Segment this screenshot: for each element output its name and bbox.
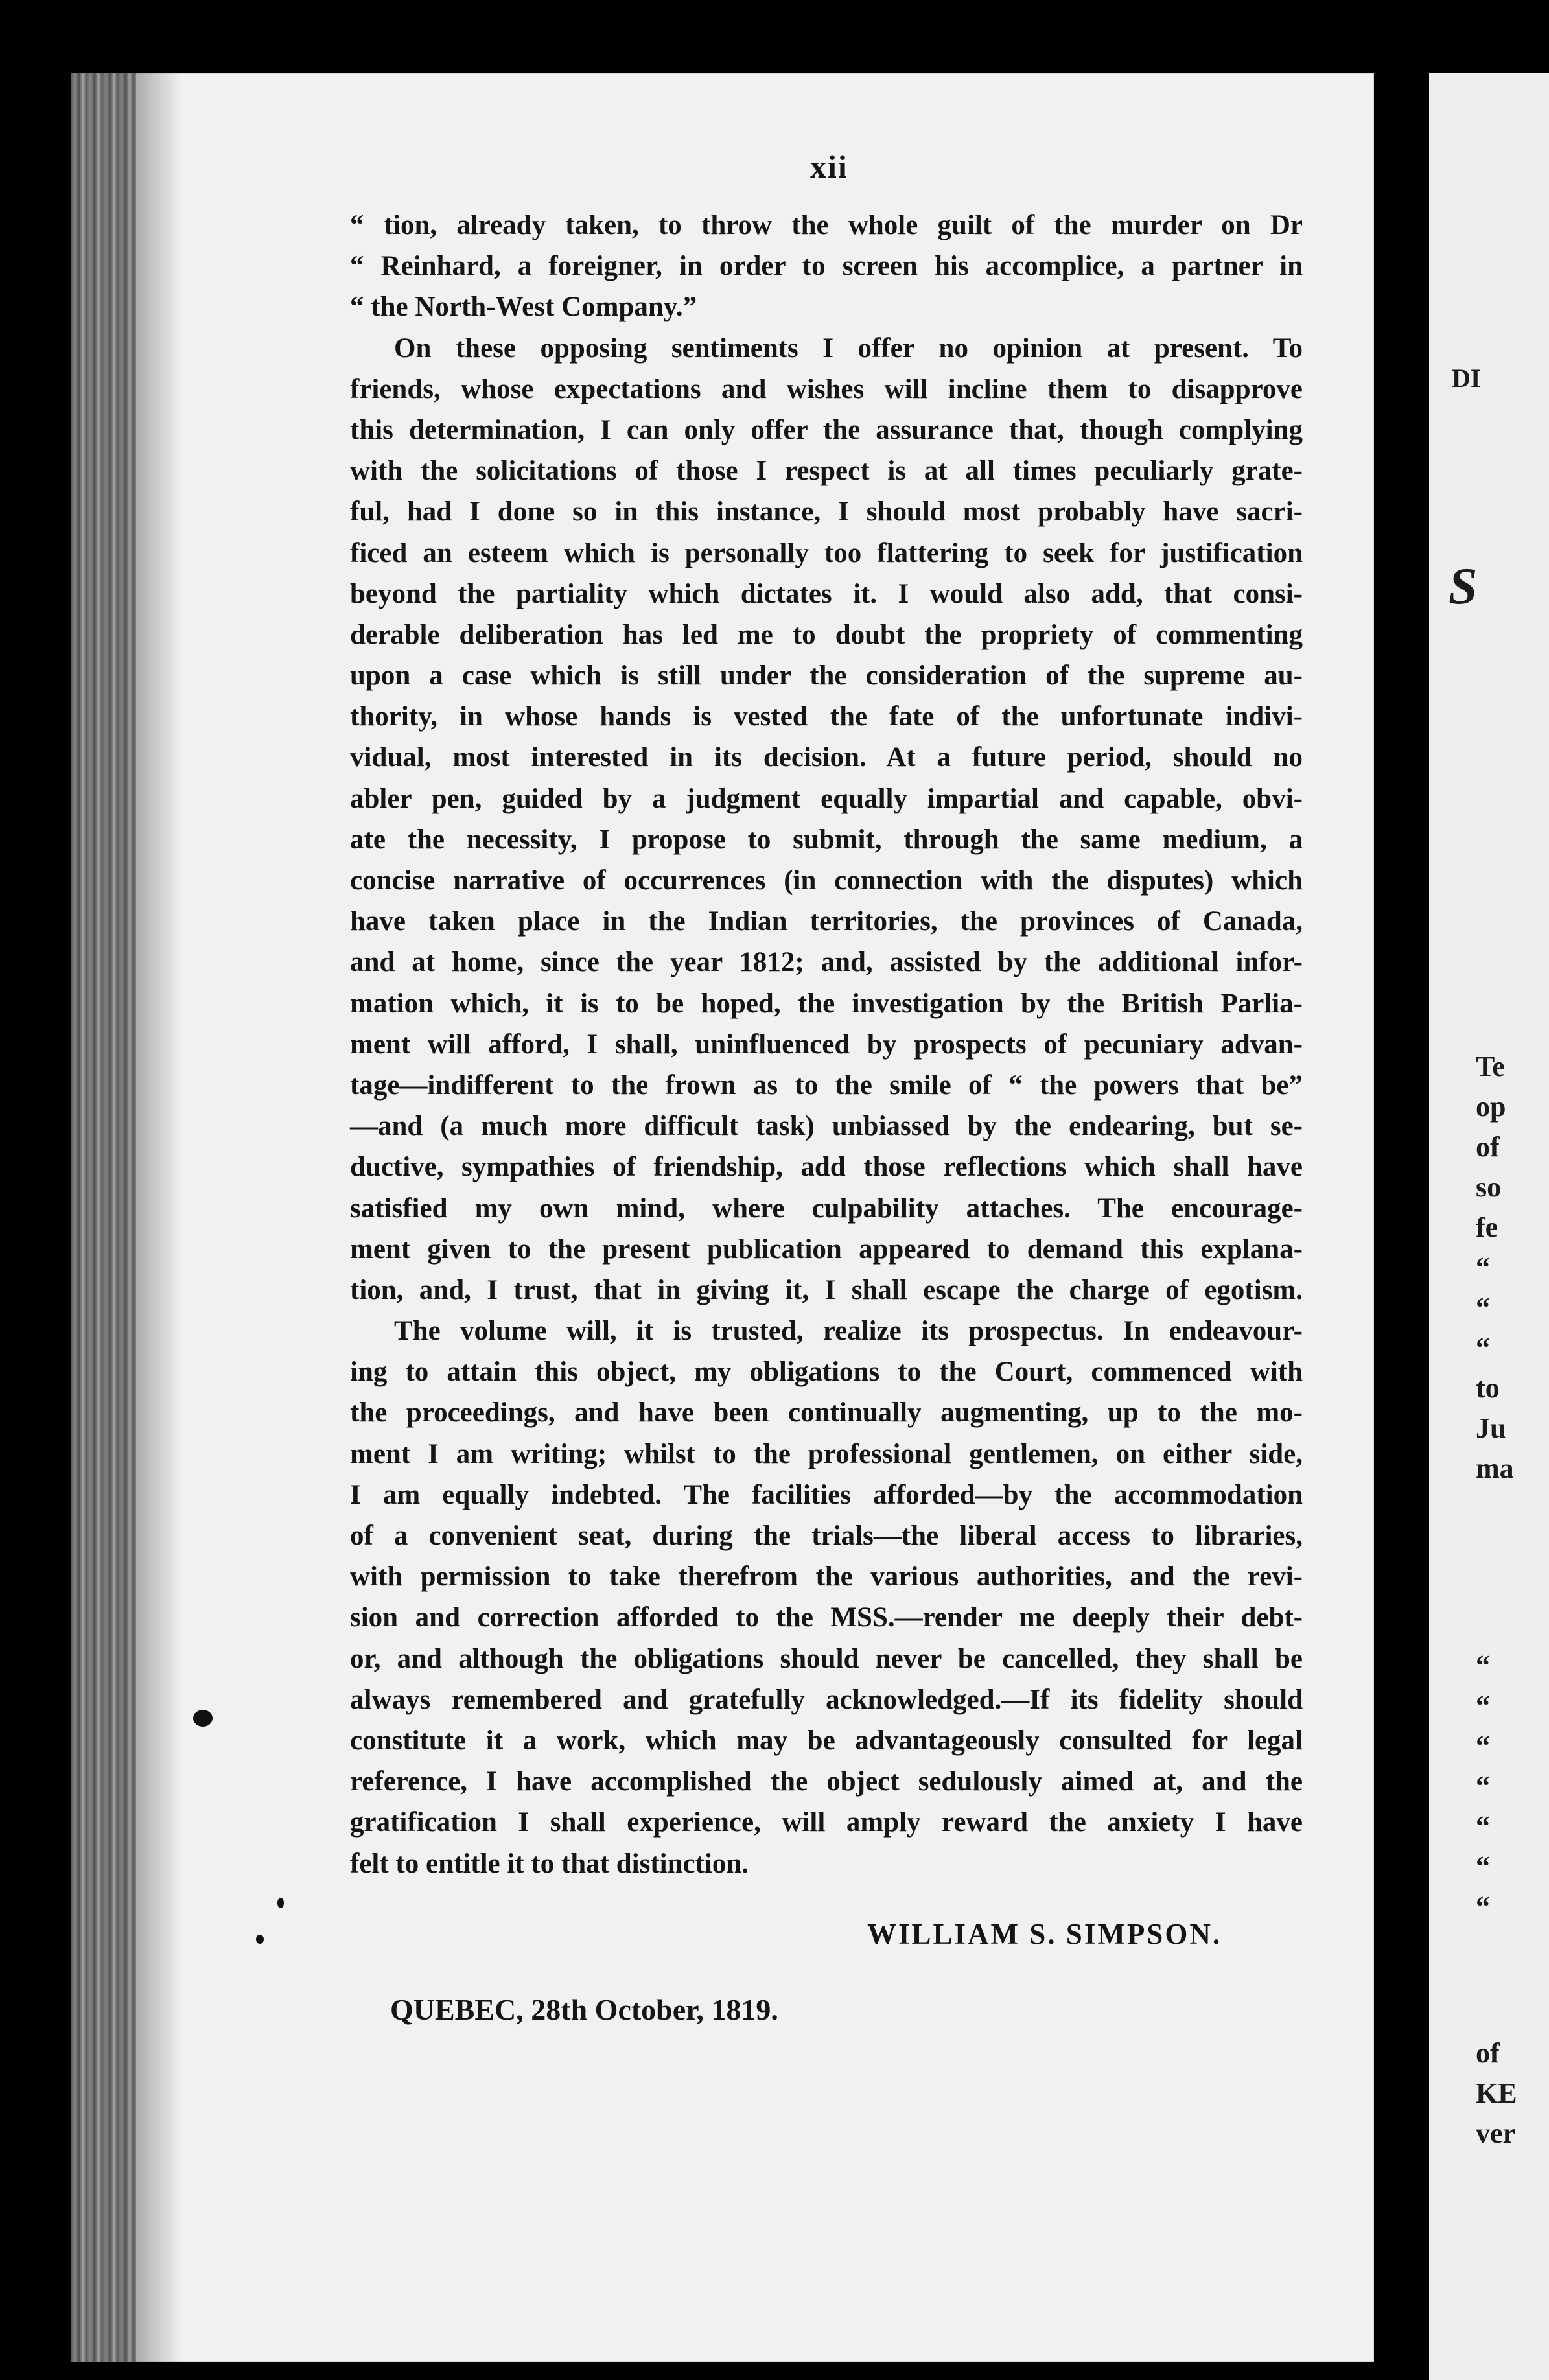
text-line: “ Reinhard, a foreigner, in order to screen his accomplice, a partner in [350, 251, 1303, 282]
text-line: On these opposing sentiments I offer no opinion at present. To [394, 332, 1303, 364]
facing-page-text: “ [1476, 1292, 1490, 1324]
text-line: “ tion, already taken, to throw the whole guilt of the murder on Dr [350, 210, 1303, 240]
text-line: friends, whose expectations and wishes will incline them to disapprove [350, 373, 1303, 404]
facing-page-text: “ [1476, 1650, 1490, 1681]
text-line: The volume will, it is trusted, realize its prospectus. In endeavour- [394, 1316, 1303, 1347]
text-line: the proceedings, and have been continually augmenting, up to the mo- [350, 1397, 1303, 1429]
text-line: ductive, sympathies of friendship, add those reflections which shall have [350, 1152, 1303, 1183]
facing-page-text: Ju [1476, 1412, 1506, 1444]
text-line: ful, had I done so in this instance, I should most probably have sacri- [350, 496, 1303, 528]
book-spine [71, 73, 136, 2362]
facing-page-text: “ [1476, 1810, 1490, 1842]
ink-speck [277, 1898, 284, 1908]
text-line: derable deliberation has led me to doubt the propriety of commenting [350, 619, 1303, 650]
ink-blot [193, 1710, 213, 1727]
ink-speck [256, 1935, 264, 1944]
text-line: or, and although the obligations should never be cancelled, they shall be [350, 1643, 1303, 1674]
text-line: with the solicitations of those I respect is at all times peculiarly grate- [350, 456, 1303, 487]
text-line: of a convenient seat, during the trials—the liberal access to libraries, [350, 1521, 1303, 1551]
text-line: —and (a much more difficult task) unbiassed by the endearing, but se- [350, 1111, 1303, 1142]
facing-page-text: “ [1476, 1770, 1490, 1802]
facing-page-text: fe [1476, 1211, 1498, 1243]
text-line: this determination, I can only offer the assurance that, though complying [350, 414, 1303, 445]
text-line: with permission to take therefrom the various authorities, and the revi- [350, 1561, 1303, 1592]
text-line: ment will afford, I shall, uninfluenced by prospects of pecuniary advan- [350, 1029, 1303, 1060]
dateline: QUEBEC, 28th October, 1819. [390, 1993, 778, 2026]
gutter-shadow [136, 73, 181, 2362]
facing-page-text: “ [1476, 1891, 1490, 1922]
text-line: satisfied my own mind, where culpability attaches. The encourage- [350, 1193, 1303, 1224]
facing-page-text: “ [1476, 1730, 1490, 1762]
text-line: ing to attain this object, my obligations to the Court, commenced with [350, 1357, 1303, 1388]
text-line: ment I am writing; whilst to the professional gentlemen, on either side, [350, 1438, 1303, 1469]
text-line: I am equally indebted. The facilities afforded—by the accommodation [350, 1479, 1303, 1510]
facing-page-text: KE [1476, 2077, 1517, 2109]
facing-page-text: ver [1476, 2118, 1516, 2149]
text-line: sion and correction afforded to the MSS.—render me deeply their debt- [350, 1602, 1303, 1633]
text-line: beyond the partiality which dictates it. I would also add, that consi- [350, 578, 1303, 609]
facing-page-text: so [1476, 1171, 1502, 1203]
page-number: xii [810, 148, 848, 185]
facing-page-text: Te [1476, 1051, 1505, 1082]
text-line: have taken place in the Indian territories, the provinces of Canada, [350, 906, 1303, 937]
text-line: upon a case which is still under the consideration of the supreme au- [350, 660, 1303, 692]
facing-page-text: op [1476, 1091, 1506, 1123]
text-line: constitute it a work, which may be advantageously consulted for legal [350, 1725, 1303, 1756]
text-line: concise narrative of occurrences (in connection with the disputes) which [350, 865, 1303, 896]
text-line: tage—indifferent to the frown as to the smile of “ the powers that be” [350, 1069, 1303, 1101]
text-line: always remembered and gratefully acknowledged.—If its fidelity should [350, 1684, 1303, 1715]
facing-page-text: “ [1476, 1332, 1490, 1364]
facing-page-text: “ [1476, 1690, 1490, 1721]
text-line: reference, I have accomplished the object sedulously aimed at, and the [350, 1766, 1303, 1797]
author-signature: WILLIAM S. SIMPSON. [867, 1918, 1222, 1950]
text-line: felt to entitle it to that distinction. [350, 1848, 749, 1879]
facing-page-text: S [1449, 558, 1478, 615]
facing-page-text: of [1476, 1131, 1500, 1163]
text-line: thority, in whose hands is vested the fate of the unfortunate indivi- [350, 701, 1303, 732]
text-line: abler pen, guided by a judgment equally impartial and capable, obvi- [350, 783, 1303, 814]
facing-page-text: DI [1452, 364, 1481, 393]
text-line: and at home, since the year 1812; and, assisted by the additional infor- [350, 947, 1303, 978]
text-line: tion, and, I trust, that in giving it, I shall escape the charge of egotism. [350, 1274, 1303, 1305]
facing-page-edge [1429, 73, 1549, 2380]
facing-page-text: ma [1476, 1452, 1514, 1484]
text-line: “ the North-West Company.” [350, 292, 697, 323]
text-line: mation which, it is to be hoped, the investigation by the British Parlia- [350, 988, 1303, 1019]
text-line: ment given to the present publication appeared to demand this explana- [350, 1233, 1303, 1265]
facing-page-text: of [1476, 2037, 1500, 2069]
text-line: vidual, most interested in its decision. At a future period, should no [350, 742, 1303, 773]
facing-page-text: “ [1476, 1850, 1490, 1882]
facing-page-text: “ [1476, 1252, 1490, 1283]
facing-page-text: to [1476, 1372, 1500, 1404]
text-line: ficed an esteem which is personally too flattering to seek for justification [350, 537, 1303, 568]
text-line: ate the necessity, I propose to submit, through the same medium, a [350, 824, 1303, 855]
body-text [350, 205, 1303, 1884]
text-line: gratification I shall experience, will amply reward the anxiety I have [350, 1807, 1303, 1838]
